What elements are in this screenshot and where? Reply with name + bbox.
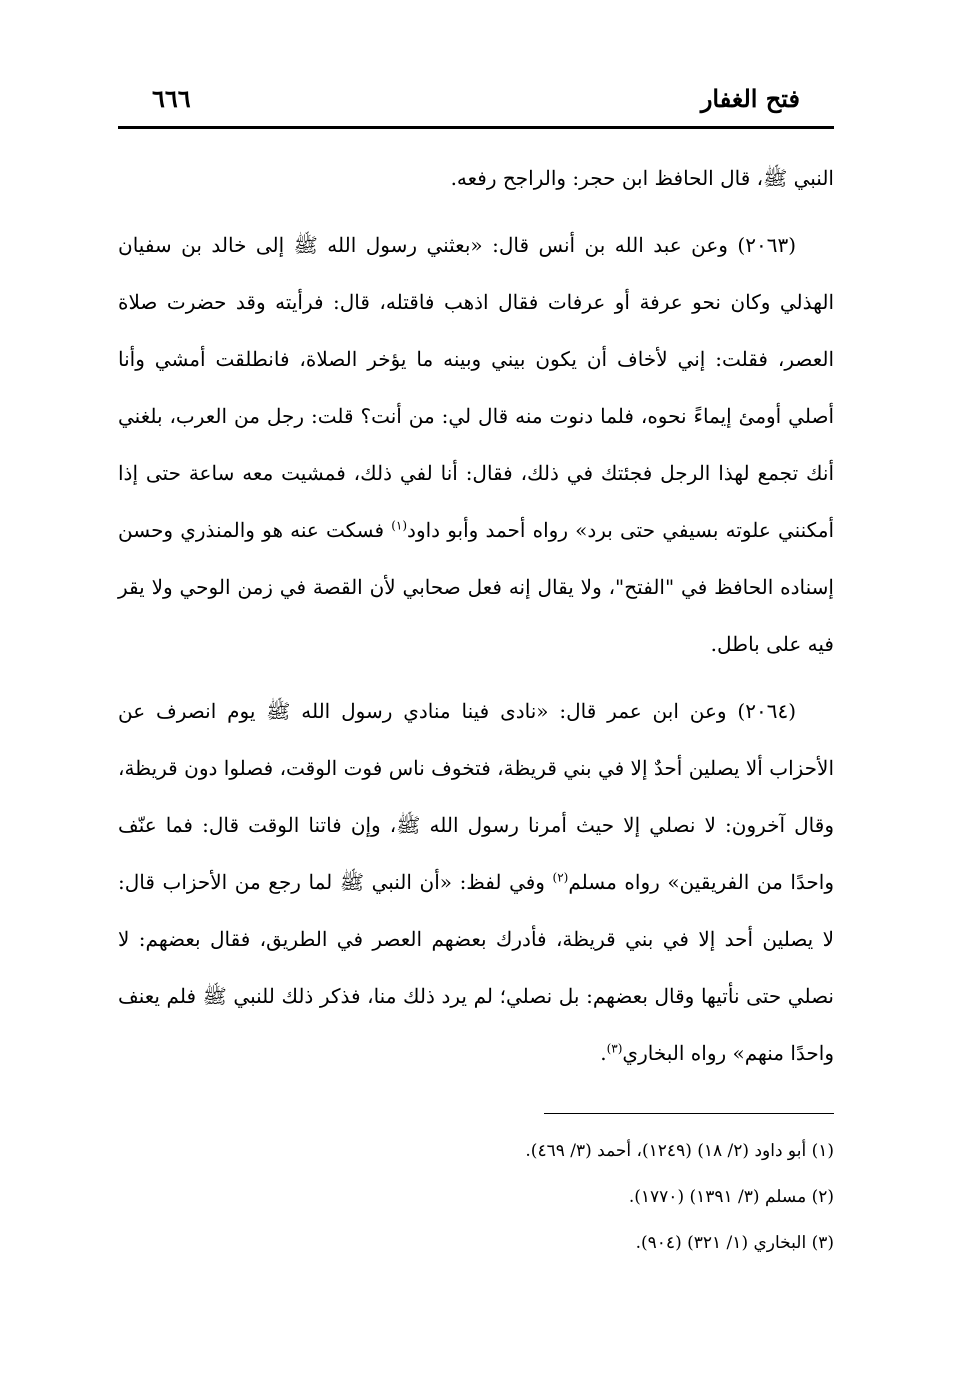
- running-header: [118, 80, 834, 129]
- paragraph-text: النبي ﷺ، قال الحافظ ابن حجر: والراجح رفعه.: [450, 166, 834, 190]
- footnote-ref-2[interactable]: (٢): [552, 870, 569, 885]
- hadith-2063: [118, 217, 834, 673]
- paragraph-continuation: [118, 150, 834, 207]
- footnote-ref-3[interactable]: (٣): [606, 1041, 623, 1056]
- hadith-2064: [118, 683, 834, 1082]
- footnote-3: (٣) البخاري (١/ ٣٢١) (٩٠٤).: [635, 1233, 834, 1253]
- page: [118, 0, 834, 1392]
- footnote-2: (٢) مسلم (٣/ ١٣٩١) (١٧٧٠).: [628, 1187, 834, 1207]
- paragraph-text: .: [600, 1041, 607, 1065]
- paragraph-text: (٢٠٦٣) وعن عبد الله بن أنس قال: «بعثني رسول الله ﷺ إلى خالد بن سفيان الهذلي وكان نحو عرفة أو عرفات فقال اذهب فاقتله، قال: فرأيته وقد حضرت صلاة العصر، فقلت: إني لأخاف أن يكون بيني وبينه ما يؤخر الصلاة، فانطلقت أمشي وأنا أصلي أومئ إيماءً نحوه، فلما دنوت منه قال لي: من أنت؟ قلت: رجل من العرب، بلغني أنك تجمع لهذا الرجل فجئتك في ذلك، فقال: أنا لفي ذلك، فمشيت معه ساعة حتى إذا أمكنني علوته بسيفي حتى برد» رواه أحمد وأبو داود: [118, 233, 834, 542]
- paragraph-text: وفي لفظ: «أن النبي ﷺ لما رجع من الأحزاب قال: لا يصلين أحد إلا في بني قريظة، فأدرك بعضهم العصر في الطريق، فقال بعضهم: لا نصلي حتى نأتيها وقال بعضهم: بل نصلي؛ لم يرد ذلك منا، فذكر ذلك للنبي ﷺ فلم يعنف واحدًا منهم» رواه البخاري: [118, 870, 834, 1065]
- footnote-ref-1[interactable]: (١): [391, 518, 408, 533]
- book-title: فتح الغفار: [700, 84, 800, 113]
- paragraph-text: فسكت عنه هو والمنذري وحسن إسناده الحافظ في "الفتح"، ولا يقال إنه فعل صحابي لأن القصة في زمن الوحي ولا يقر فيه على باطل.: [118, 518, 834, 656]
- paragraph-text: (٢٠٦٤) وعن ابن عمر قال: «نادى فينا منادي رسول الله ﷺ يوم انصرف عن الأحزاب ألا يصلين أحدٌ إلا في بني قريظة، فتخوف ناس فوت الوقت، فصلوا دون قريظة، وقال آخرون: لا نصلي إلا حيث أمرنا رسول الله ﷺ، وإن فاتنا الوقت قال: فما عنّف واحدًا من الفريقين» رواه مسلم: [118, 699, 835, 894]
- footnote-divider: [544, 1113, 834, 1114]
- footnotes: [118, 1128, 834, 1266]
- page-number: ٦٦٦: [152, 84, 191, 113]
- footnote-1: (١) أبو داود (٢/ ١٨) (١٢٤٩)، أحمد (٣/ ٤٦٩).: [525, 1141, 834, 1161]
- main-text: [118, 150, 834, 1092]
